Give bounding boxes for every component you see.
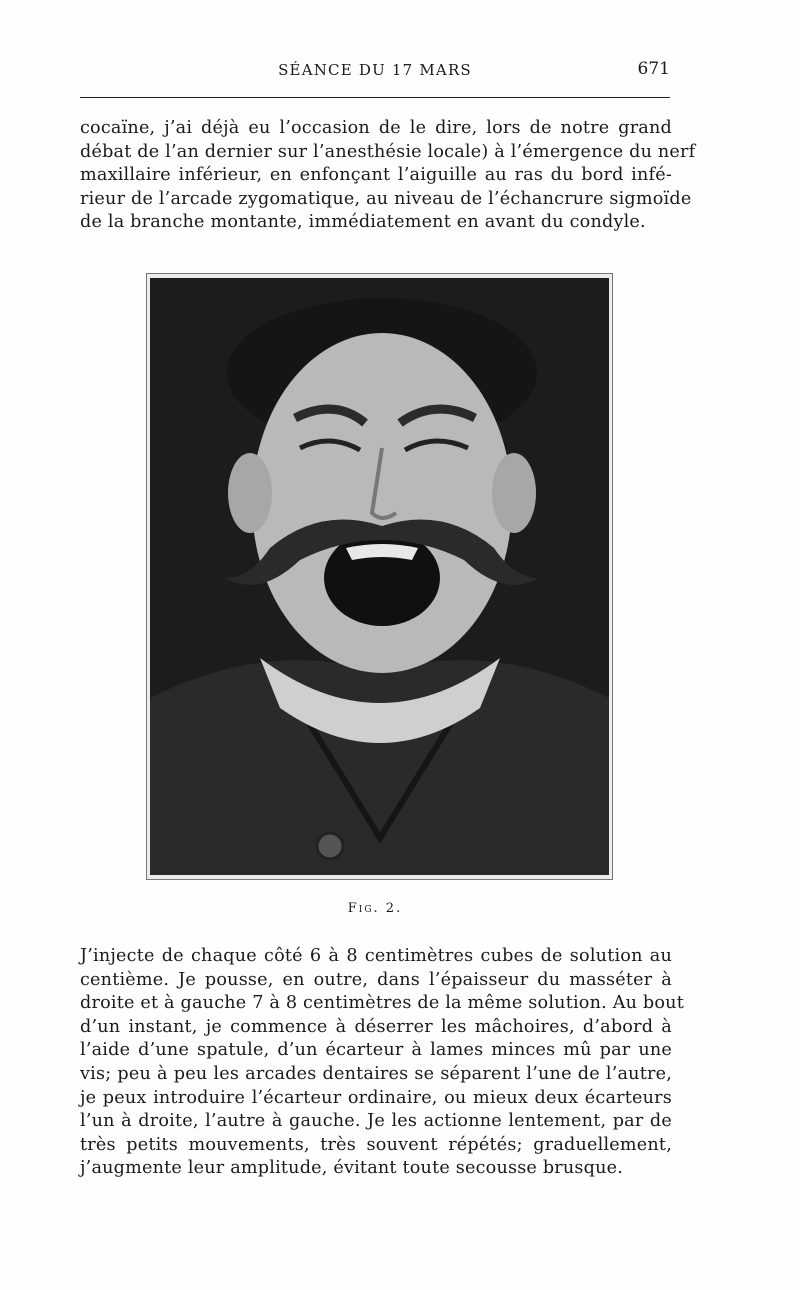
text-line: je peux introduire l’écarteur ordinaire, ou mieux deux écarteurs [80,1087,672,1108]
running-title: SÉANCE DU 17 MARS [278,61,472,79]
header-rule [80,97,670,98]
running-head [80,58,670,82]
page-number: 671 [637,59,670,79]
portrait-illustration [150,278,609,875]
text-line: rieur de l’arcade zygomatique, au niveau de l’échancrure sigmoïde [80,188,692,209]
text-line: j’augmente leur amplitude, évitant toute secousse brusque. [80,1158,624,1179]
text-line: l’aide d’une spatule, d’un écarteur à lames minces mû par une [80,1040,672,1061]
text-line: de la branche montante, immédiatement en avant du condyle. [80,212,646,233]
text-line: centième. Je pousse, en outre, dans l’épaisseur du masséter à [80,969,672,990]
text-line: J’injecte de chaque côté 6 à 8 centimètres cubes de solution au [80,946,672,966]
text-line: vis; peu à peu les arcades dentaires se séparent l’une de l’autre, [80,1063,672,1084]
text-line: droite et à gauche 7 à 8 centimètres de la même solution. Au bout [80,993,684,1014]
text-line: d’un instant, je commence à déserrer les mâchoires, d’abord à [80,1016,672,1037]
text-line: l’un à droite, l’autre à gauche. Je les actionne lentement, par de [80,1111,672,1132]
text-line: maxillaire inférieur, en enfonçant l’aiguille au ras du bord infé- [80,165,672,186]
paragraph-2 [80,945,684,1181]
portrait-photo [150,278,609,875]
paragraph-1 [80,117,696,235]
text-line: très petits mouvements, très souvent répétés; graduellement, [80,1134,672,1155]
text-line: débat de l’an dernier sur l’anesthésie locale) à l’émergence du nerf [80,141,696,162]
figure-photograph [146,273,613,880]
figure-caption: Fig. 2. [347,901,403,916]
text-line: cocaïne, j’ai déjà eu l’occasion de le dire, lors de notre grand [80,118,672,138]
